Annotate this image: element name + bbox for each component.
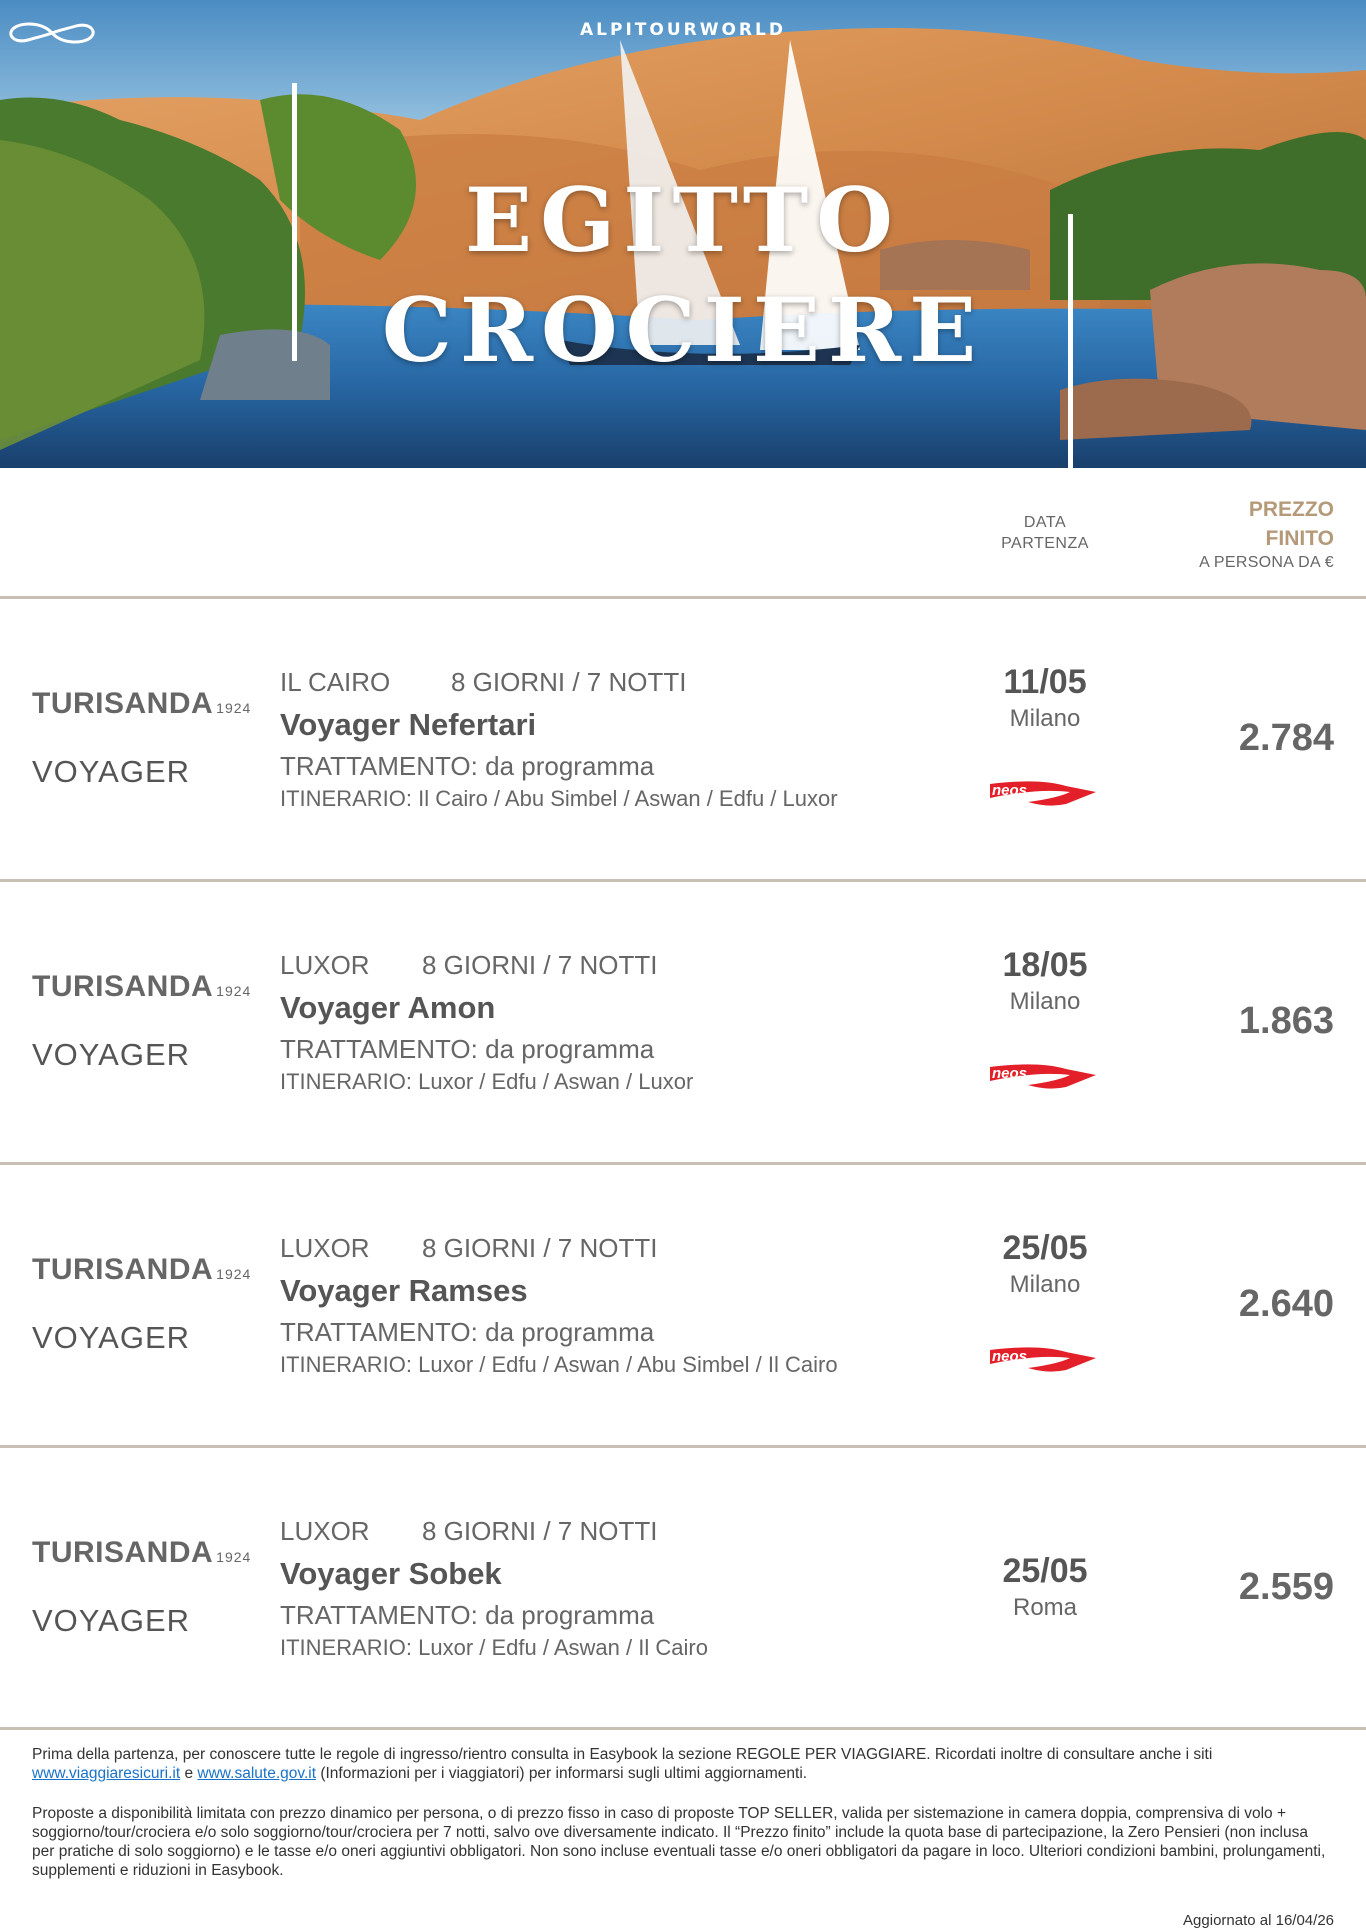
conjunction-text: e [184,1765,194,1782]
hero-title-line2: CROCIERE [381,278,985,382]
treatment: TRATTAMENTO: da programma [280,751,655,781]
date-header-line2: PARTENZA [1001,535,1089,552]
duration: 8 GIORNI / 7 NOTTI [422,1516,658,1546]
price: 2.640 [1238,1283,1334,1325]
ship-name[interactable]: Voyager Ramses [280,1273,528,1308]
neos-airline-logo [988,1057,1098,1091]
offer-row[interactable] [0,599,1366,879]
price-header-line1: PREZZO [1248,498,1334,521]
price-header-line2: FINITO [1265,527,1334,550]
duration: 8 GIORNI / 7 NOTTI [422,1233,658,1263]
departure-city: Milano [1009,705,1081,732]
duration: 8 GIORNI / 7 NOTTI [422,950,658,980]
offer-row[interactable] [0,1165,1366,1445]
treatment: TRATTAMENTO: da programma [280,1034,655,1064]
operator-sub-brand: VOYAGER [32,1603,191,1638]
hero-banner [0,0,1366,468]
departure-city: Milano [1009,1271,1081,1298]
price: 2.559 [1238,1566,1334,1608]
date-header-line1: DATA [1023,514,1067,531]
ship-name[interactable]: Voyager Amon [280,990,496,1025]
destination: LUXOR [280,1516,370,1546]
operator-logo: TURISANDA 1924 [32,970,252,1003]
departure-date: 25/05 [1002,1229,1088,1267]
travel-rules-note [32,1745,1334,1783]
travel-rules-text: Prima della partenza, per conoscere tutte le regole di ingresso/rientro consulta in Easybook la sezione REGOLE PER VIAGGIARE. Ricordati inoltre di consultare anche i siti [32,1746,1213,1763]
departure-date: 11/05 [1003,663,1087,701]
itinerary: ITINERARIO: Luxor / Edfu / Aswan / Luxor [280,1069,694,1094]
destination: LUXOR [280,950,370,980]
operator-logo: TURISANDA 1924 [32,687,252,720]
conditions-note: Proposte a disponibilità limitata con prezzo dinamico per persona, o di prezzo fisso in caso di proposte TOP SELLER, valida per sistemazione in camera doppia, comprensiva di volo + soggiorno/tour/crociera e/o solo soggiorno/tour/crociera per 7 notti, salvo ove diversamente indicato. Il “Prezzo finito” include la quota base di partecipazione, la Zero Pensieri (non inclusa per pratiche di solo soggiorno) e le tasse e/o oneri aggiuntivi obbligatori. Non sono incluse eventuali tasse e/o oneri obbligatori da pagare in loco. Ulteriori condizioni bambini, prolungamenti, supplementi e riduzioni in Easybook. [32,1805,1326,1879]
viaggiaresicuri-link[interactable]: www.viaggiaresicuri.it [32,1765,181,1782]
treatment: TRATTAMENTO: da programma [280,1317,655,1347]
offer-row[interactable] [0,882,1366,1162]
ship-name[interactable]: Voyager Sobek [280,1556,502,1591]
price-column-header [1199,495,1334,572]
departure-city: Roma [1012,1594,1078,1621]
brand-name: ALPITOURWORLD [580,20,786,40]
brand-logo [0,20,1366,40]
neos-airline-logo [988,774,1098,808]
airline-name: neos [992,1065,1028,1082]
itinerary: ITINERARIO: Il Cairo / Abu Simbel / Aswan / Edfu / Luxor [280,786,838,811]
airline-name: neos [992,1348,1028,1365]
operator-logo: TURISANDA 1924 [32,1253,252,1286]
itinerary: ITINERARIO: Luxor / Edfu / Aswan / Il Cairo [280,1635,708,1660]
duration: 8 GIORNI / 7 NOTTI [451,667,687,697]
date-column-header [965,512,1125,554]
price: 1.863 [1238,1000,1334,1042]
price-header-sub: A PERSONA DA € [1199,554,1334,571]
operator-sub-brand: VOYAGER [32,754,191,789]
price: 2.784 [1238,717,1334,759]
destination: LUXOR [280,1233,370,1263]
treatment: TRATTAMENTO: da programma [280,1600,655,1630]
last-updated: Aggiornato al 16/04/26 [1183,1912,1334,1929]
divider [0,1727,1366,1730]
ship-name[interactable]: Voyager Nefertari [280,707,537,742]
travel-info-text: (Informazioni per i viaggiatori) per informarsi sugli ultimi aggiornamenti. [320,1765,808,1782]
operator-sub-brand: VOYAGER [32,1320,191,1355]
hero-title-line1: EGITTO [465,168,901,272]
destination: IL CAIRO [280,667,391,697]
neos-airline-logo [988,1340,1098,1374]
airline-name: neos [992,782,1028,799]
departure-city: Milano [1009,988,1081,1015]
operator-logo: TURISANDA 1924 [32,1536,252,1569]
departure-date: 18/05 [1002,946,1088,984]
departure-date: 25/05 [1002,1552,1088,1590]
salute-gov-link[interactable]: www.salute.gov.it [197,1765,317,1782]
infinity-logo-icon [0,20,104,46]
itinerary: ITINERARIO: Luxor / Edfu / Aswan / Abu Simbel / Il Cairo [280,1352,838,1377]
operator-sub-brand: VOYAGER [32,1037,191,1072]
offer-row[interactable] [0,1448,1366,1728]
